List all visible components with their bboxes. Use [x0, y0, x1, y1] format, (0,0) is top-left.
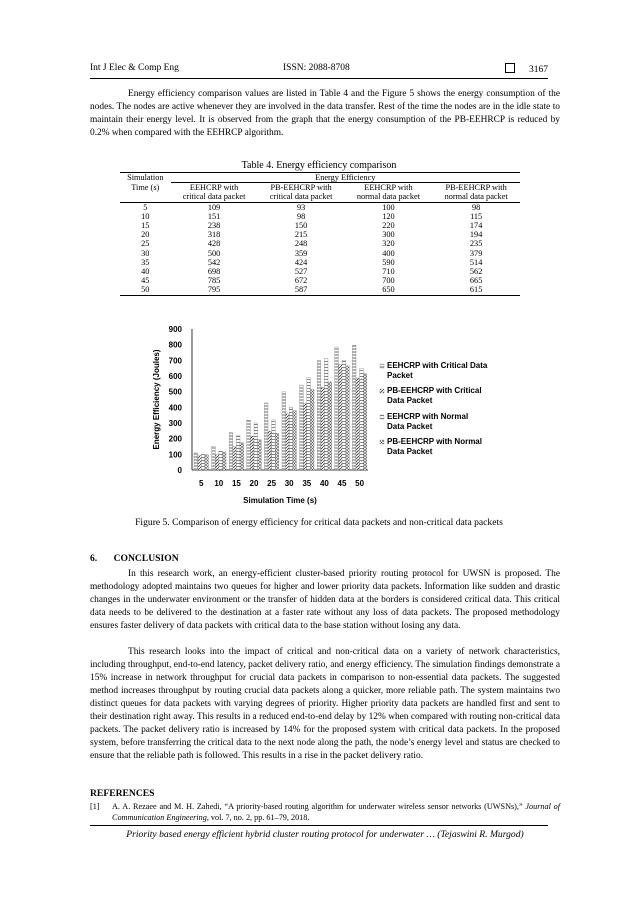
bar	[201, 454, 205, 470]
bar	[258, 440, 262, 470]
y-tick-label: 500	[168, 387, 182, 397]
col-header: PB-EEHCRP with	[270, 183, 332, 193]
table-row	[120, 285, 520, 295]
legend-label: EEHCRP with Normal Data Packet	[387, 412, 469, 431]
table-caption: Table 4. Energy efficiency comparison	[241, 160, 397, 171]
table-cell: 590	[382, 257, 395, 267]
table-row	[120, 212, 520, 221]
table-cell: 98	[471, 202, 481, 212]
table-cell: 300	[382, 230, 395, 240]
table-cell: 379	[469, 248, 483, 258]
header-rule	[90, 78, 548, 79]
footer-rule	[90, 825, 548, 826]
reference-journal: Journal of Communication Engineering	[112, 802, 560, 822]
x-tick-label: 40	[319, 479, 329, 488]
table-cell: 50	[120, 285, 171, 295]
bar	[352, 345, 356, 470]
table-cell: 235	[469, 239, 483, 249]
table-cell: 562	[469, 267, 483, 277]
bar	[205, 455, 209, 470]
reference-text: A. A. Rezaee and M. H. Zahedi, “A priority-based routing algorithm for underwater wireless sensor networks (UWSNs),”	[112, 802, 526, 811]
bar	[363, 374, 367, 470]
journal-name: Int J Elec & Comp Eng	[90, 63, 179, 73]
table-cell: 698	[207, 267, 221, 277]
issn: ISSN: 2088-8708	[283, 63, 350, 73]
bar	[254, 423, 258, 470]
x-tick-label: 50	[355, 479, 365, 488]
section-heading	[90, 553, 179, 564]
page-number: 3167	[529, 65, 548, 75]
table-cell: 25	[141, 239, 150, 249]
col-header: critical data packet	[171, 192, 258, 202]
bar	[317, 361, 321, 470]
bar	[198, 455, 202, 470]
bar	[360, 368, 364, 470]
table-cell: 150	[294, 221, 308, 231]
table-cell: 587	[258, 285, 345, 295]
reference-number: [1]	[90, 802, 100, 811]
table-cell: 20	[141, 230, 150, 240]
bar	[342, 360, 346, 470]
group-header: Energy Efficiency	[171, 173, 520, 183]
y-tick-label: 200	[168, 434, 182, 444]
col-header: critical data packet	[258, 192, 345, 202]
table-cell: 424	[294, 257, 308, 267]
table-row	[120, 230, 520, 239]
x-tick-label: 15	[231, 479, 241, 488]
table-cell: 238	[207, 221, 221, 231]
table-row	[120, 221, 520, 230]
table-cell: 650	[345, 285, 433, 295]
checkbox-square-icon	[505, 63, 515, 73]
page-number-group	[505, 63, 548, 75]
table-cell: 672	[294, 276, 308, 286]
col-header: normal data packet	[432, 192, 520, 202]
legend-swatch	[380, 440, 384, 444]
legend-swatch	[380, 364, 384, 368]
bar	[247, 420, 251, 470]
table-row	[120, 239, 520, 248]
table-cell: 40	[141, 267, 150, 277]
table-row	[120, 258, 520, 267]
bar	[289, 407, 293, 470]
y-tick-label: 700	[168, 356, 182, 366]
table-cell: 98	[296, 211, 306, 221]
y-tick-label: 800	[168, 340, 182, 350]
table-cell: 10	[141, 211, 150, 221]
table-cell: 320	[382, 239, 395, 249]
table-cell: 100	[382, 202, 395, 212]
table-cell: 174	[469, 221, 483, 231]
bar	[194, 453, 198, 470]
y-axis-label: Energy Efficiency (Joules)	[152, 349, 161, 450]
x-tick-label: 25	[267, 479, 277, 488]
bar	[293, 411, 297, 470]
table-cell: 248	[294, 239, 308, 249]
bar	[346, 366, 350, 470]
table-cell: 120	[382, 211, 395, 221]
table-cell: 318	[207, 230, 221, 240]
table-cell: 615	[432, 285, 520, 295]
table-cell: 428	[207, 239, 221, 249]
reference-tail: , vol. 7, no. 2, pp. 61–79, 2018.	[206, 813, 310, 822]
figure-caption: Figure 5. Comparison of energy efficiency for critical data packets and non-critical data packets	[135, 517, 503, 528]
table-cell: 527	[294, 267, 308, 277]
table-cell: 220	[382, 221, 395, 231]
y-tick-label: 900	[168, 325, 182, 334]
x-tick-label: 35	[302, 479, 312, 488]
col-header: normal data packet	[345, 192, 433, 202]
table-cell: 542	[207, 257, 221, 267]
bar	[250, 436, 254, 470]
bar	[356, 378, 360, 470]
bar	[335, 347, 339, 470]
col-header: PB-EEHCRP with	[445, 183, 507, 193]
conclusion-paragraph-2: This research looks into the impact of critical and non-critical data on a variety of network characteristics, including throughput, end-to-end latency, packet delivery ratio, and energy efficiency. The simulation findings demonstrate a 15% increase in network throughput for crucial data packets in comparison to non-essential data packets. The suggested method increases throughput by routing crucial data packets along a quicker, more reliable path. The system maintains two distinct queues for data packets with varying degrees of priority. Higher priority data packets are handled first and sent to their destination right away. This results in a reduced end-to-end delay by 12% when compared with routing non-critical data packets. The packet delivery ratio is increased by 14% for the proposed system with critical data packets. In the proposed system, before transferring the critical data to the next node along the path, the node’s energy level and status are checked to ensure that the reliable path is followed. This results in a rise in the packet delivery ratio.	[90, 647, 560, 761]
bar	[219, 451, 223, 470]
table-cell: 5	[143, 202, 148, 212]
energy-efficiency-table	[120, 172, 520, 296]
bar	[307, 378, 311, 470]
bar	[264, 403, 268, 470]
x-tick-label: 10	[214, 479, 224, 488]
table-row	[120, 267, 520, 276]
table-cell: 15	[141, 221, 150, 231]
legend-label: EEHCRP with Critical Data Packet	[387, 361, 488, 380]
bar	[303, 404, 307, 470]
table-cell: 93	[296, 202, 306, 212]
table-cell: 359	[294, 248, 308, 258]
references-heading: REFERENCES	[90, 788, 155, 799]
bar	[338, 365, 342, 470]
conclusion-paragraph-1: In this research work, an energy-efficient cluster-based priority routing protocol for UWSN is proposed. The methodology adopted maintains two queues for higher and lower priority data packets. Information like sudden and drastic changes in the underwater environment or the transfer of hidden data at the borders is considered critical data. This critical data needs to be delivered to the destination at a faster rate without any loss of data packets. The proposed methodology ensures faster delivery of data packets with critical data to the base station without losing any data.	[90, 569, 560, 631]
x-axis-label: Simulation Time (s)	[243, 496, 317, 505]
intro-paragraph: Energy efficiency comparison values are listed in Table 4 and the Figure 5 shows the energy consumption of the nodes. The nodes are active whenever they are involved in the data transfer. Rest of the time the nodes are in the idle state to maintain their energy level. It is observed from the graph that the energy consumption of the PB-EEHRCP is reduced by 0.2% when compared with the EEHRCP algorithm.	[90, 89, 560, 138]
table-cell: 194	[469, 230, 483, 240]
x-tick-label: 5	[198, 479, 204, 488]
bar	[324, 359, 328, 470]
table-cell: 795	[171, 285, 258, 295]
bar	[229, 433, 233, 470]
table-cell: 700	[382, 276, 395, 286]
y-tick-label: 300	[168, 419, 182, 428]
bar	[215, 455, 219, 470]
legend-swatch	[380, 415, 384, 419]
y-tick-label: 0	[177, 466, 182, 475]
col0-header-line1: Simulation	[127, 173, 164, 183]
legend-label: PB-EEHCRP with Critical Data Packet	[387, 386, 482, 405]
table-cell: 215	[294, 230, 308, 240]
table-cell: 115	[470, 211, 483, 221]
y-tick-label: 400	[168, 403, 182, 413]
bar	[222, 452, 226, 470]
bar	[321, 387, 325, 470]
legend-swatch	[380, 389, 384, 393]
table-row	[120, 202, 520, 212]
reference-item	[90, 801, 560, 823]
table-cell: 45	[141, 276, 150, 286]
bar	[240, 443, 244, 470]
x-tick-label: 30	[284, 479, 294, 488]
bar	[275, 433, 279, 470]
table-cell: 151	[207, 211, 221, 221]
bar	[233, 447, 237, 471]
table-row	[120, 249, 520, 258]
col0-header-line2: Time (s)	[131, 182, 160, 192]
legend-label: PB-EEHCRP with Normal Data Packet	[387, 437, 482, 456]
col-header: EEHCRP with	[364, 183, 413, 193]
x-tick-label: 20	[249, 479, 259, 488]
y-tick-label: 100	[168, 450, 182, 460]
energy-efficiency-chart	[140, 318, 520, 508]
table-cell: 665	[469, 276, 483, 286]
bar	[286, 414, 290, 470]
running-footer: Priority based energy efficient hybrid cluster routing protocol for underwater … (Tejaswini R. Murgod)	[126, 829, 524, 840]
bar	[212, 446, 216, 470]
x-tick-label: 45	[337, 479, 347, 488]
bar	[300, 385, 304, 470]
y-tick-label: 600	[168, 372, 182, 381]
bar	[310, 389, 314, 470]
table-cell: 35	[141, 257, 150, 267]
bar	[272, 420, 276, 470]
running-header	[90, 63, 548, 77]
table-cell: 514	[469, 257, 483, 267]
table-cell: 500	[207, 248, 221, 258]
bar	[328, 382, 332, 470]
table-cell: 710	[382, 267, 395, 277]
bar	[236, 436, 240, 470]
bar	[268, 431, 272, 470]
table-cell: 109	[207, 202, 221, 212]
col-header: EEHCRP with	[189, 183, 239, 193]
section-number: 6.	[90, 553, 98, 564]
bar	[282, 392, 286, 470]
table-cell: 785	[207, 276, 221, 286]
table-cell: 400	[382, 248, 395, 258]
table-cell: 30	[141, 248, 150, 258]
table-row	[120, 276, 520, 285]
section-title: CONCLUSION	[113, 553, 179, 564]
